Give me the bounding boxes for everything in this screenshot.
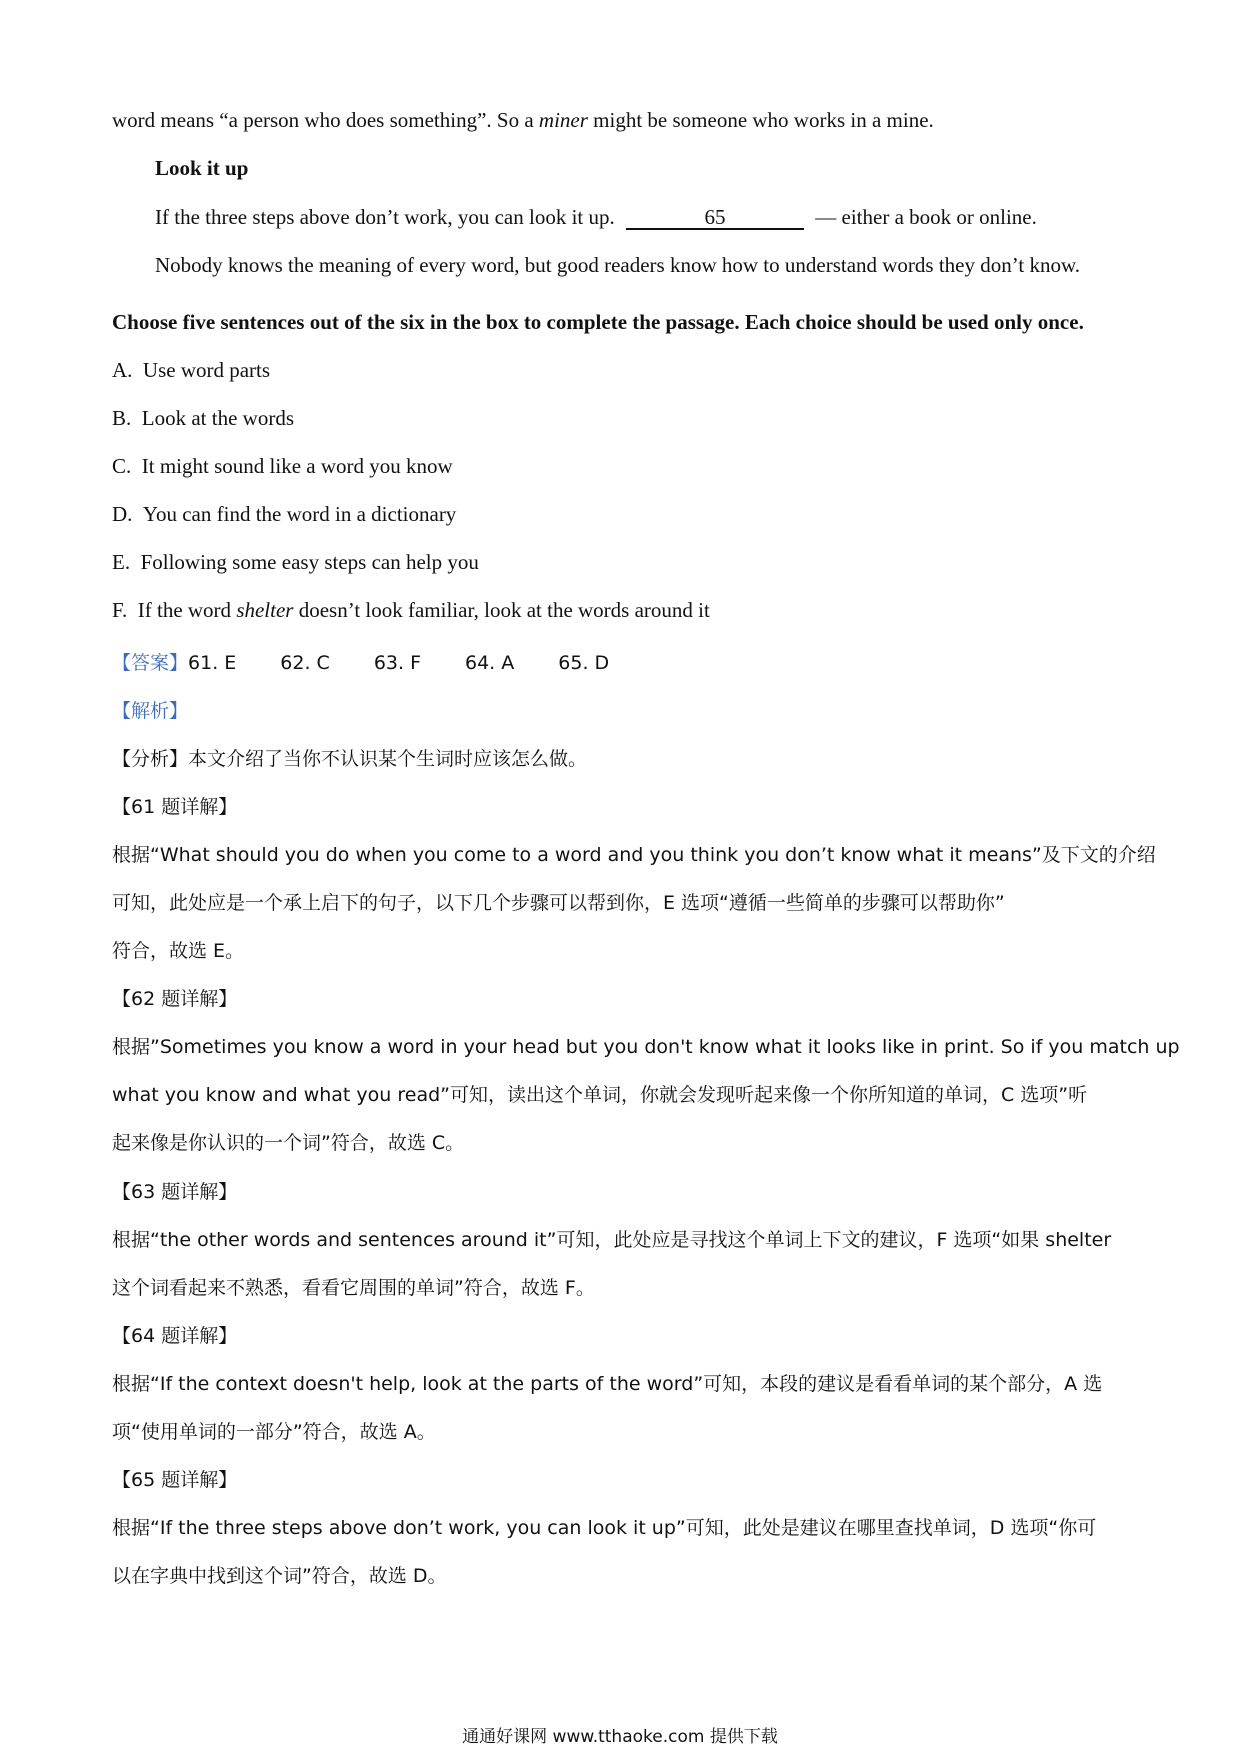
answer-item: 64. A	[465, 652, 515, 674]
option-letter: F.	[112, 598, 128, 622]
instruction-text: Choose five sentences out of the six in the box to complete the passage. Each choice should be used only once.	[112, 310, 1084, 334]
passage-text: If the three steps above don’t work, you can look it up.	[155, 205, 615, 229]
passage-text: — either a book or online.	[815, 205, 1037, 229]
option-letter: A.	[112, 358, 133, 382]
passage-text: might be someone who works in a mine.	[587, 108, 934, 132]
detail-63-line-1: 根据“the other words and sentences around it”可知，此处应是寻找这个单词上下文的建议，F 选项“如果 shelter	[112, 1229, 1112, 1251]
option-italic-word: shelter	[236, 598, 294, 622]
option-letter: D.	[112, 502, 133, 526]
option-c	[112, 454, 453, 479]
passage-line-4: Nobody knows the meaning of every word, but good readers know how to understand words they don’t know.	[155, 253, 1081, 277]
detail-65-line-1: 根据“If the three steps above don’t work, you can look it up”可知，此处是建议在哪里查找单词，D 选项“你可	[112, 1517, 1097, 1539]
detail-heading-65: 【65 题详解】	[112, 1469, 238, 1491]
option-text: It might sound like a word you know	[141, 454, 453, 478]
detail-64-line-1: 根据“If the context doesn't help, look at the parts of the word”可知，本段的建议是看看单词的某个部分，A 选	[112, 1373, 1103, 1395]
answer-blank-65: 65	[626, 206, 804, 230]
detail-62-line-2: what you know and what you read”可知，读出这个单词，你就会发现听起来像一个你所知道的单词，C 选项”听	[112, 1084, 1088, 1106]
detail-61-line-2: 可知，此处应是一个承上启下的句子，以下几个步骤可以帮到你，E 选项“遵循一些简单的步骤可以帮助你”	[112, 892, 1005, 914]
option-d	[112, 502, 456, 527]
option-a	[112, 358, 270, 383]
detail-63-line-2: 这个词看起来不熟悉，看看它周围的单词”符合，故选 F。	[112, 1277, 595, 1299]
detail-64-line-2: 项“使用单词的一部分”符合，故选 A。	[112, 1421, 436, 1443]
option-text: Use word parts	[142, 358, 271, 382]
detail-61-line-3: 符合，故选 E。	[112, 940, 245, 962]
detail-61-line-1: 根据“What should you do when you come to a word and you think you don’t know what it means”及下文的介绍	[112, 844, 1156, 866]
passage-line-1	[112, 108, 934, 133]
passage-italic-word: miner	[538, 108, 588, 132]
answer-item: 62. C	[280, 652, 330, 674]
heading-look-it-up: Look it up	[155, 156, 249, 180]
passage-line-3	[155, 205, 1037, 230]
detail-62-line-1: 根据”Sometimes you know a word in your head but you don't know what it looks like in print. So if you match up	[112, 1036, 1180, 1058]
option-letter: E.	[112, 550, 131, 574]
detail-62-line-3: 起来像是你认识的一个词”符合，故选 C。	[112, 1132, 465, 1154]
option-letter: B.	[112, 406, 132, 430]
option-text: Following some easy steps can help you	[140, 550, 479, 574]
option-b	[112, 406, 294, 431]
option-e	[112, 550, 479, 575]
option-text: Look at the words	[141, 406, 294, 430]
analysis-summary: 【分析】本文介绍了当你不认识某个生词时应该怎么做。	[112, 748, 588, 770]
detail-heading-62: 【62 题详解】	[112, 988, 238, 1010]
answer-item: 63. F	[373, 652, 421, 674]
detail-heading-63: 【63 题详解】	[112, 1181, 238, 1203]
detail-heading-61: 【61 题详解】	[112, 796, 238, 818]
passage-text: word means “a person who does something”. So a	[112, 108, 539, 132]
page-footer: 通通好课网 www.tthaoke.com 提供下载	[462, 1727, 778, 1747]
answer-item: 65. D	[558, 652, 610, 674]
answer-label: 【答案】	[112, 652, 189, 674]
option-text: If the word	[137, 598, 237, 622]
analysis-label: 【解析】	[112, 700, 189, 722]
option-text: You can find the word in a dictionary	[142, 502, 457, 526]
detail-heading-64: 【64 题详解】	[112, 1325, 238, 1347]
detail-65-line-2: 以在字典中找到这个词”符合，故选 D。	[112, 1565, 447, 1587]
option-letter: C.	[112, 454, 132, 478]
answer-line	[112, 648, 609, 675]
option-text: doesn’t look familiar, look at the words around it	[293, 598, 710, 622]
option-f	[112, 598, 710, 623]
answer-item: 61. E	[188, 652, 237, 674]
